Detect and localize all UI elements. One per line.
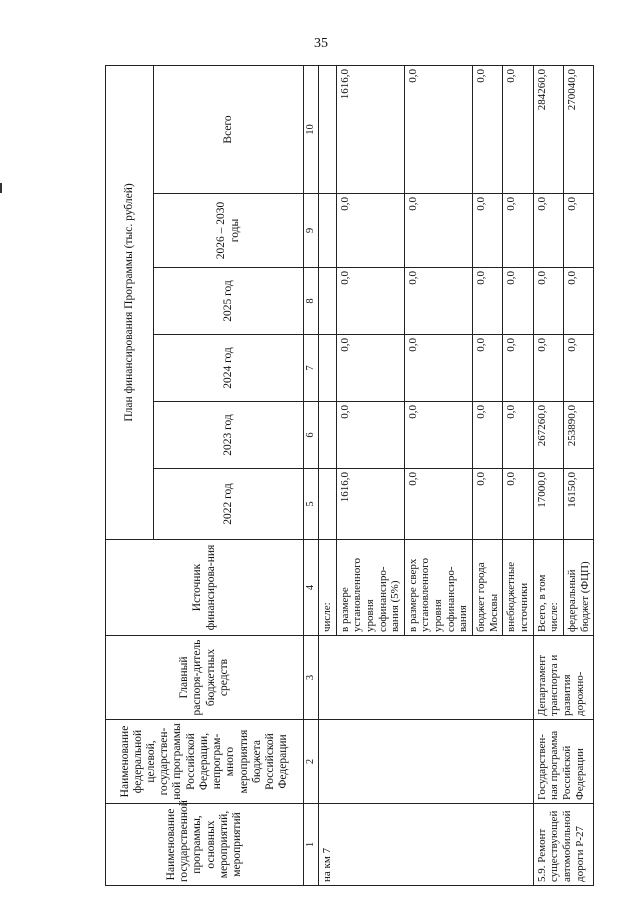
item-distributor: Департамент транспорта и развития дорожно- <box>533 636 594 720</box>
col-number: 4 <box>304 540 319 636</box>
value-2024: 0,0 <box>473 335 503 402</box>
source-cell: в размере установленного уровня софинансиро-вания (5%) <box>336 540 404 636</box>
table-row <box>533 65 563 885</box>
col-number: 3 <box>304 636 319 720</box>
header-2026-2030: 2026 – 2030 годы <box>154 194 304 268</box>
header-total: Всего <box>154 65 304 193</box>
header-2022: 2022 год <box>154 469 304 540</box>
header-2025: 2025 год <box>154 268 304 335</box>
value-2025: 0,0 <box>563 268 593 335</box>
header-2024: 2024 год <box>154 335 304 402</box>
value-2022: 17000,0 <box>533 469 563 540</box>
continued-distributor <box>319 636 534 720</box>
value-2024: 0,0 <box>404 335 472 402</box>
header-row-plan <box>106 65 154 885</box>
financing-table <box>105 65 594 886</box>
value-2023: 253890,0 <box>563 402 593 469</box>
col-number: 10 <box>304 65 319 193</box>
source-cell: бюджет города Москвы <box>473 540 503 636</box>
value-cell <box>319 268 337 335</box>
value-2025: 0,0 <box>533 268 563 335</box>
col-number: 5 <box>304 469 319 540</box>
value-cell <box>319 469 337 540</box>
item-program: Государствен-ная программа Российской Федерации <box>533 720 594 804</box>
item-name: 5.9. Ремонт существующей автомобильной дороги Р-27 <box>533 804 594 886</box>
value-cell <box>319 65 337 193</box>
continuation-row <box>319 65 337 885</box>
value-2022: 0,0 <box>473 469 503 540</box>
column-number-row <box>304 65 319 885</box>
col-number: 1 <box>304 804 319 886</box>
col-number: 6 <box>304 402 319 469</box>
value-2024: 0,0 <box>533 335 563 402</box>
value-2026-2030: 0,0 <box>404 194 472 268</box>
value-2023: 0,0 <box>473 402 503 469</box>
value-2025: 0,0 <box>473 268 503 335</box>
value-2024: 0,0 <box>336 335 404 402</box>
header-col2: Наименование федеральной целевой, государствен-ной программы Российской Федерации, непрограм-много мероприятия бюджета Российской Федерации <box>106 720 304 804</box>
header-col4: Источник финансирова-ния <box>106 540 304 636</box>
value-2022: 0,0 <box>404 469 472 540</box>
value-2026-2030: 0,0 <box>503 194 533 268</box>
value-2026-2030: 0,0 <box>533 194 563 268</box>
header-col3: Главный распоря-дитель бюджетных средств <box>106 636 304 720</box>
value-2025: 0,0 <box>336 268 404 335</box>
source-cell: внебюджетные источники <box>503 540 533 636</box>
header-plan: План финансирования Программы (тыс. рублей) <box>106 65 154 539</box>
header-col1: Наименование государственной программы, основных мероприятий, мероприятий <box>106 804 304 886</box>
value-total: 1616,0 <box>336 65 404 193</box>
rotated-table-frame <box>105 66 591 886</box>
value-2026-2030: 0,0 <box>563 194 593 268</box>
col-number: 2 <box>304 720 319 804</box>
source-cell: федеральный бюджет (ФЦП) <box>563 540 593 636</box>
col-number: 8 <box>304 268 319 335</box>
value-total: 284260,0 <box>533 65 563 193</box>
col-number: 7 <box>304 335 319 402</box>
source-cell: в размере сверх установленного уровня софинансиро-вания <box>404 540 472 636</box>
value-2024: 0,0 <box>503 335 533 402</box>
value-2022: 1616,0 <box>336 469 404 540</box>
value-total: 0,0 <box>473 65 503 193</box>
value-total: 270040,0 <box>563 65 593 193</box>
value-2023: 0,0 <box>404 402 472 469</box>
value-cell <box>319 194 337 268</box>
continued-item-name: на км 7 <box>319 804 534 886</box>
value-2023: 0,0 <box>336 402 404 469</box>
continued-program <box>319 720 534 804</box>
value-2022: 16150,0 <box>563 469 593 540</box>
source-cell: Всего, в том числе: <box>533 540 563 636</box>
value-total: 0,0 <box>503 65 533 193</box>
page-number: 35 <box>314 36 328 51</box>
value-2026-2030: 0,0 <box>473 194 503 268</box>
header-2023: 2023 год <box>154 402 304 469</box>
margin-mark <box>0 183 2 193</box>
value-total: 0,0 <box>404 65 472 193</box>
value-2025: 0,0 <box>404 268 472 335</box>
value-2022: 0,0 <box>503 469 533 540</box>
value-2025: 0,0 <box>503 268 533 335</box>
source-cell: числе: <box>319 540 337 636</box>
value-cell <box>319 335 337 402</box>
value-2026-2030: 0,0 <box>336 194 404 268</box>
value-2023: 0,0 <box>503 402 533 469</box>
value-2023: 267260,0 <box>533 402 563 469</box>
value-2024: 0,0 <box>563 335 593 402</box>
value-cell <box>319 402 337 469</box>
col-number: 9 <box>304 194 319 268</box>
